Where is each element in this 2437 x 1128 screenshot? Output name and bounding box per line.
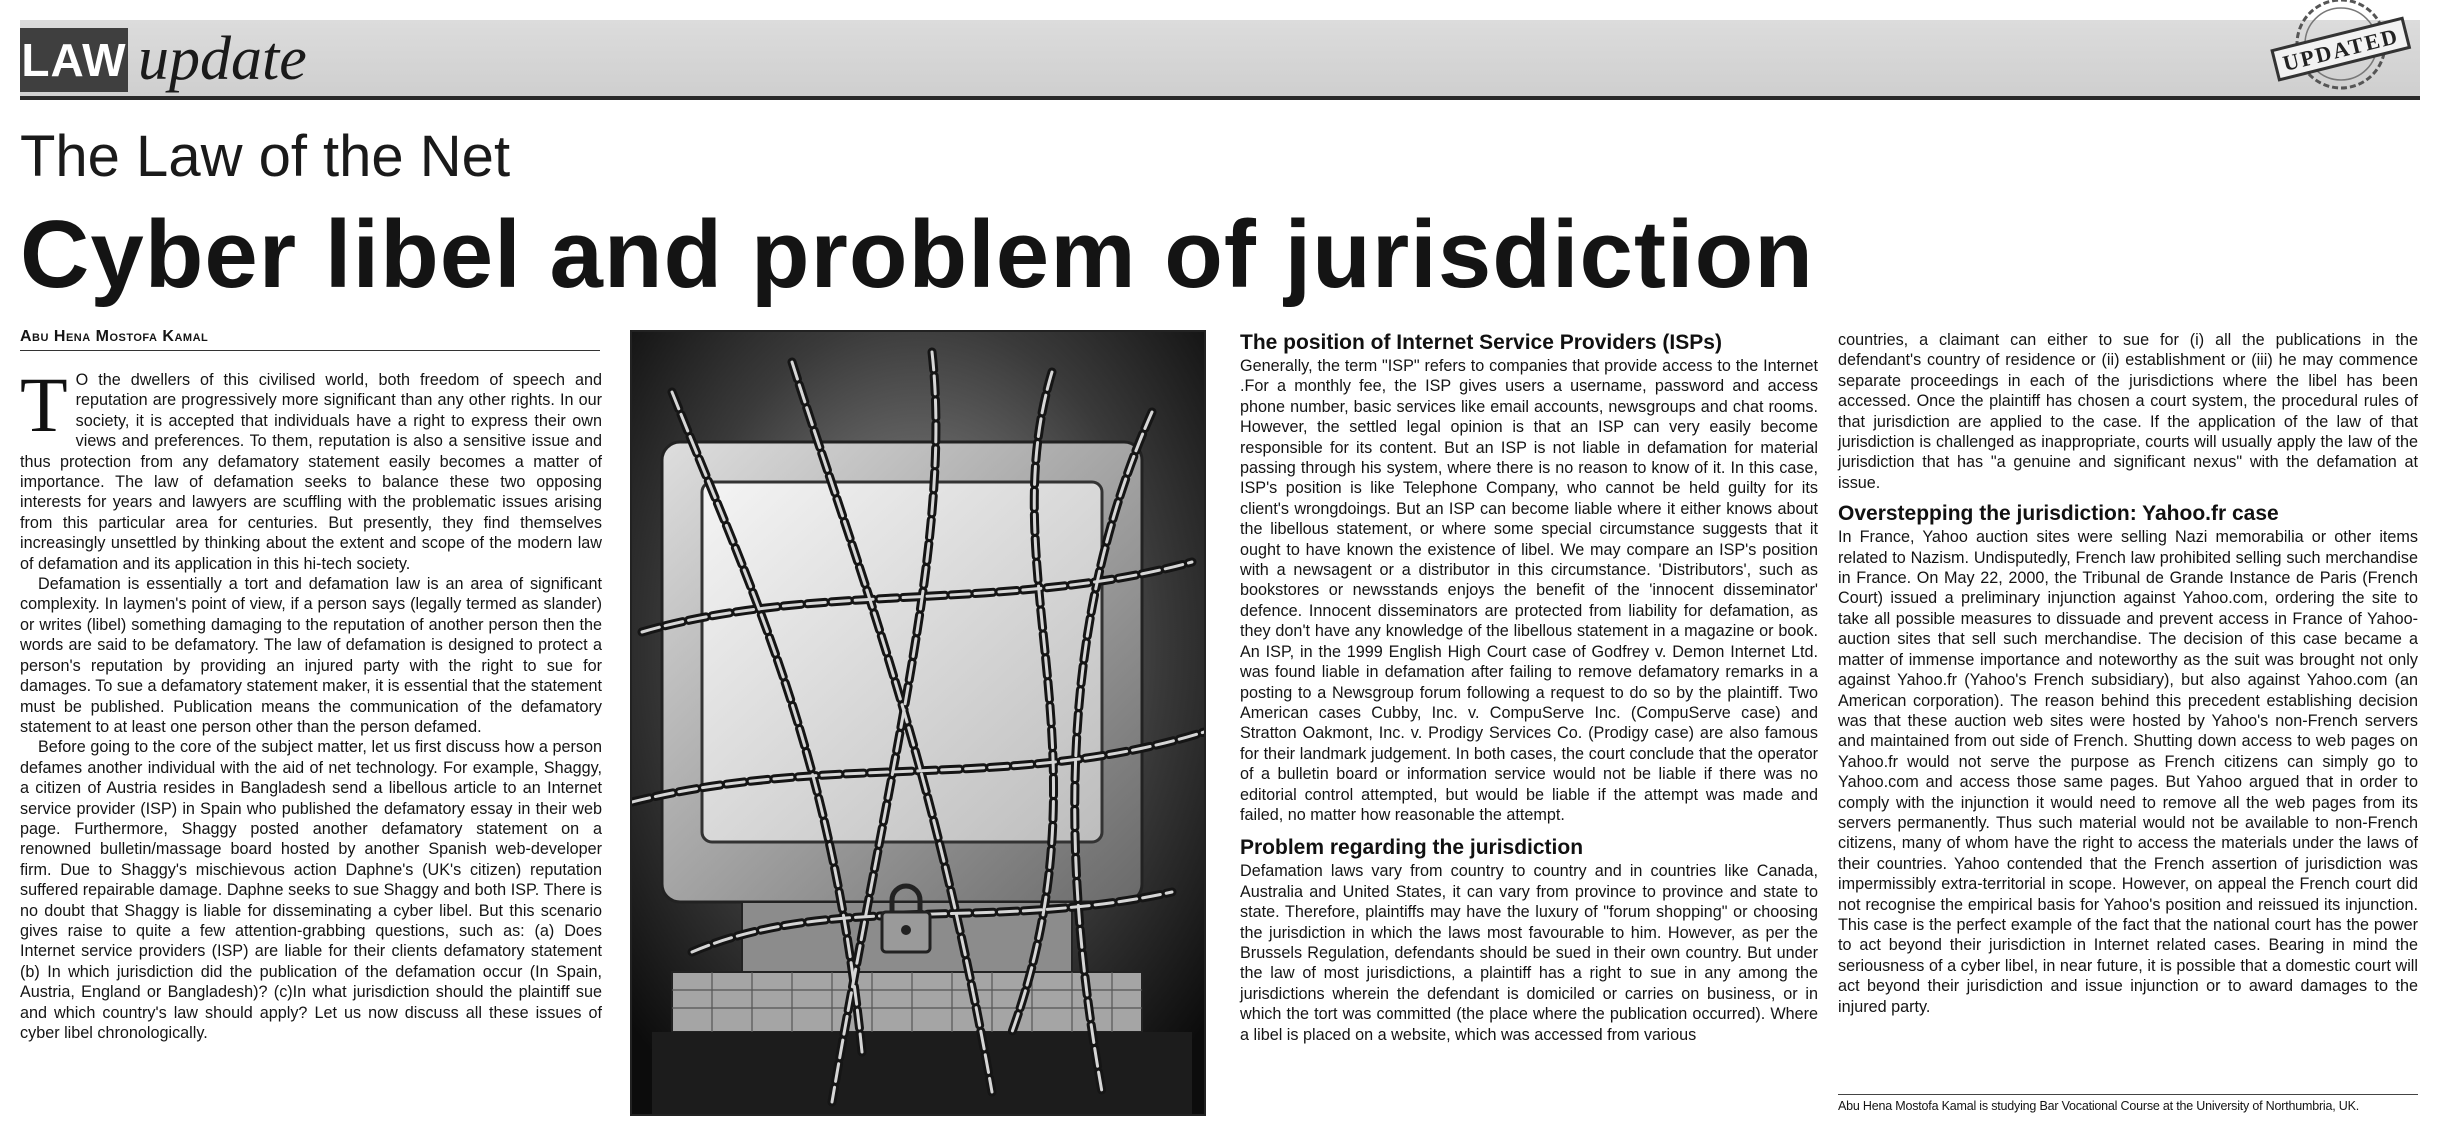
paragraph-jurisdiction: Defamation laws vary from country to country and in countries like Canada, Australia and United States, it can vary from province to province and state to state. Therefore, plaintiffs may have the luxury of "forum shopping" or choosing the jurisdiction in which the laws most favourable to him. However, as per the Brussels Regulation, defendants should be sued in their own country. But under the law of most jurisdictions, a plaintiff has a right to sue in any among the jurisdictions wherein the defendant is domiciled or carries on business, or in which the tort was committed (the place where the publication occurred). Where a libel is placed on a website, which was accessed from various [1240,862,1818,1044]
article-kicker: The Law of the Net [20,124,511,189]
paragraph-intro-text: O the dwellers of this civilised world, both freedom of speech and reputation are progressively more significant than any other rights. In our society, it is accepted that individuals have a right to express their own views and preferences. To them, reputation is also a sensitive issue and thus protection from any defamatory statement easily becomes a matter of importance. The law of defamation seeks to balance these two opposing interests for years and lawyers are scuffling with the problematic issues arising from this particular area for centuries. But presently, they find themselves increasingly unsettled by thinking about the extent and scope of the modern law of defamation and its application in this hi-tech society. [20,371,602,573]
heading-isp-position: The position of Internet Service Providers (ISPs) [1240,331,1722,354]
paragraph-defamation: Defamation is essentially a tort and defamation law is an area of significant complexity. In laymen's point of view, if a person says (legally termed as slander) or writes (libel) something damaging to the reputation of another person then the words are said to be defamatory. The law of defamation is designed to protect a person's reputation by providing an injured party with the right to sue for damages. To sue a defamatory statement maker, it is essential that the statement must be published. Publication means the communication of the defamatory statement to at least one person other than the person defamed. [20,575,602,736]
stamp-text: UPDATED [2280,23,2402,77]
heading-yahoo-case: Overstepping the jurisdiction: Yahoo.fr case [1838,502,2279,526]
chained-computer-illustration-icon [632,332,1204,1114]
article-byline: Abu Hena Mostofa Kamal [20,328,600,351]
column-4 [1838,330,2418,1017]
law-label: LAW [20,28,128,92]
heading-jurisdiction-problem: Problem regarding the jurisdiction [1240,836,1584,860]
paragraph-isp: Generally, the term "ISP" refers to companies that provide access to the Internet .For a monthly fee, the ISP gives users a username, password and access phone number, basic services like email accounts, newsgroups and chat rooms. However, the settled legal opinion is that an ISP can very easily become responsible for its content. But an ISP is not liable in defamation for material passing through his system, where there is no reason to know of it. In this case, ISP's position is like Telephone Company, who cannot be held guilty for its client's wrongdoings. But an ISP can become liable where it either knows about the libellous statement, or where some special circumstance suggests that it ought to have known the existence of libel. We may compare an ISP's position with a newsagent or a distributor in this circumstance. 'Distributors', such as bookstores or newsstands enjoys the benefit of the 'innocent disseminator' defence. Innocent disseminators are protected from liability for defamation, as they don't have any knowledge of the libellous statement in a magazine or book. An ISP, in the 1999 English High Court case of Godfrey v. Demon Internet Ltd. was found liable in defamation after failing to remove defamatory remarks in a posting to a Newsgroup forum following a request to do so by the plaintiff. Two American cases Cubby, Inc. v. CompuServe Inc. (CompuServe case) and Stratton Oakmont, Inc. v. Prodigy Services Co. (Prodigy case) are also famous for their landmark judgement. In both cases, the court conclude that the operator of a bulletin board or information service would not be liable if there was no editorial control attempted, but would be liable if the attempt was made and failed, no matter how reasonable the attempt. [1240,357,1818,824]
column-3 [1240,330,1818,1045]
update-label: update [138,25,307,93]
updated-stamp-icon [2270,0,2412,100]
paragraph-yahoo: In France, Yahoo auction sites were selling Nazi memorabilia or other items related to Nazism. Undisputedly, French law prohibited selling such merchandise in France. On May 22, 2000, the Tribunal de Grande Instance de Paris (French Court) issued a preliminary injunction against Yahoo.com, ordering the site to take all possible measures to dissuade and prevent access in France of Yahoo- auction sites that sell such merchandise. The decision of this case became a matter of immense importance and noteworthy as the suit was brought not only against Yahoo.fr (Yahoo's French subsidiary), but also against Yahoo.com (an American corporation). The reason behind this precedent establishing decision was that these auction web sites were hosted by Yahoo's non-French servers and maintained from out side of French. Shutting down access to web pages on Yahoo.fr would not serve the purpose as French citizens can simply go to Yahoo.com and access those same pages. But Yahoo argued that in order to comply with the injunction it would need to remove all the web pages from its servers permanently. Thus such material would not be available to non-French citizens, many of whom have the right to access the materials under the laws of their countries. Yahoo contended that the French assertion of jurisdiction was impermissibly extra-territorial in scope. However, on appeal the French court did not recognise the empirical basis for Yahoo's position and reissued its injunction. This case is the perfect example of the fact that the national court has the power to act beyond their jurisdiction in Internet related cases. Bearing in mind the seriousness of a cyber libel, in near future, it is possible that a domestic court will act beyond their jurisdiction and issue injunction or to award damages to the injured party. [1838,528,2418,1016]
paragraph-claimant: countries, a claimant can either to sue for (i) all the publications in the defendant's country of residence or (ii) establishment or (iii) he may commence separate proceedings in each of the jurisdictions where the libel has been accessed. Once the plaintiff has chosen a court system, the procedural rules of that jurisdiction are applied to the case. If the application of the law of that jurisdiction is challenged as inappropriate, courts will usually apply the law of the jurisdiction that has "a genuine and significant nexus" with the defamation at issue. [1838,331,2418,492]
column-1 [20,361,602,1043]
author-footnote: Abu Hena Mostofa Kamal is studying Bar Vocational Course at the University of Northumbria, UK. [1838,1094,2418,1114]
drop-cap: T [20,361,68,448]
paragraph-intro [20,361,602,574]
article-headline: Cyber libel and problem of jurisdiction [20,201,1814,308]
chained-computer-photo [630,330,1206,1116]
paragraph-example: Before going to the core of the subject matter, let us first discuss how a person defames another individual with the aid of net technology. For example, Shaggy, a citizen of Austria resides in Bangladesh send a libellous article to an Internet service provider (ISP) in Spain who published the defamatory essay in their web page. Furthermore, Shaggy posted another defamatory statement on a renowned bulletin/massage board hosted by another Spanish web-developer firm. Due to Shaggy's mischievous action Daphne's (UK's citizen) reputation suffered repairable damage. Daphne seeks to sue Shaggy and both ISP. There is no doubt that Shaggy is liable for disseminating a cyber libel. But this scenario gives raise to quite a few attention-grabbing questions, such as: (a) Does Internet service providers (ISP) are liable for their clients defamatory statement (b) In which jurisdiction did the publication of the defamation occur (In Spain, Austria, England or Bangladesh)? (c)In what jurisdiction should the plaintiff sue and which country's law should apply? Let us now discuss all these issues of cyber libel chronologically. [20,738,602,1042]
section-header-bar [20,20,2420,100]
